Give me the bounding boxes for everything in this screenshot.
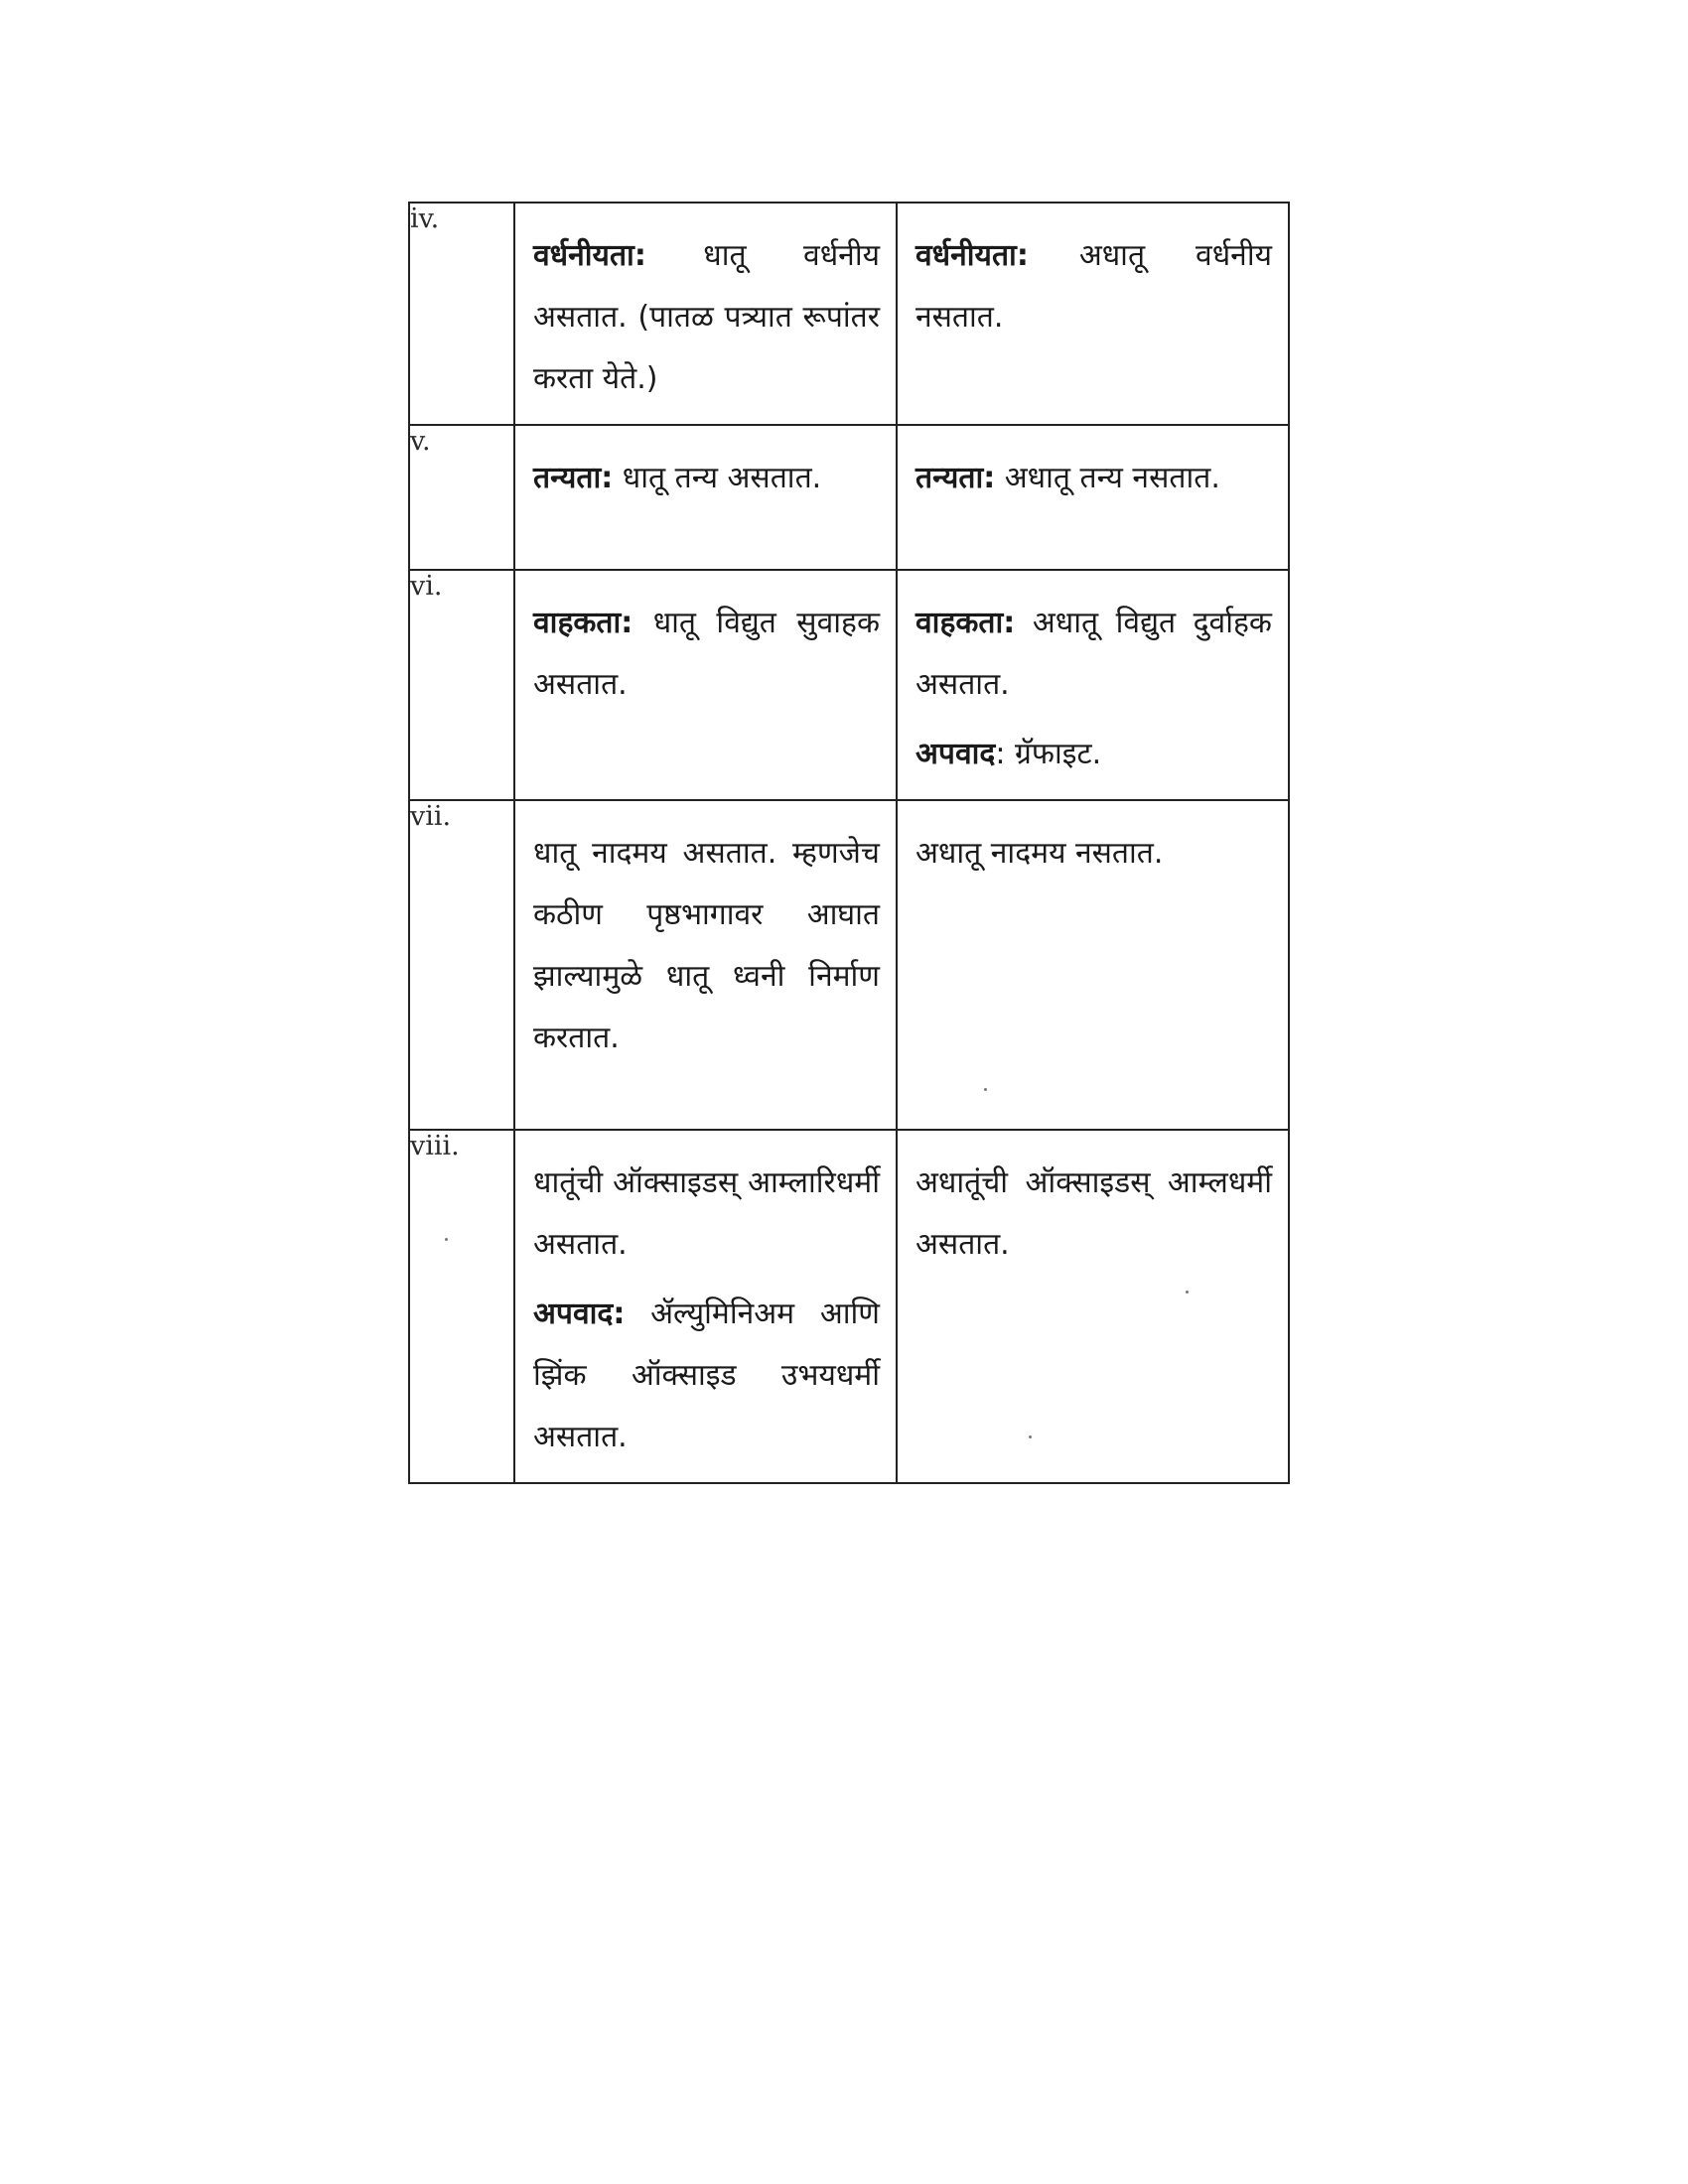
metal-property-cell [514, 800, 897, 1130]
table-row [409, 1130, 1289, 1483]
exception-note [915, 724, 1272, 785]
exception-text: ॲल्युमिनिअम आणि झिंक ऑक्साइड उभयधर्मी असतात. [533, 1297, 880, 1454]
property-term: वाहकता: [915, 606, 1016, 640]
metal-property-cell [514, 425, 897, 570]
property-term: वर्धनीयता: [533, 238, 646, 273]
nonmetal-property-cell [897, 203, 1289, 425]
metal-property-cell [514, 1130, 897, 1483]
metal-property-cell [514, 203, 897, 425]
scan-speck [1029, 1435, 1032, 1438]
row-number: viii. [409, 1130, 514, 1483]
table-row [409, 425, 1289, 570]
row-number: vii. [409, 800, 514, 1130]
property-term: तन्यता: [533, 461, 614, 495]
exception-note [533, 1284, 880, 1468]
exception-text: : ग्रॅफाइट. [995, 737, 1102, 771]
scan-speck [984, 1088, 987, 1091]
row-number: vi. [409, 570, 514, 800]
scan-speck [1186, 1291, 1189, 1294]
property-text: अधातू वर्धनीय नसतात. [915, 238, 1272, 335]
nonmetal-property-cell [897, 800, 1289, 1130]
property-text: धातूंची ऑक्साइडस् आम्लारिधर्मी असतात. [533, 1165, 880, 1262]
metal-nonmetal-comparison-table [408, 202, 1290, 1484]
table-row [409, 570, 1289, 800]
table-row [409, 203, 1289, 425]
table-row [409, 800, 1289, 1130]
scan-speck [445, 1238, 448, 1241]
metal-property-cell [514, 570, 897, 800]
property-text: अधातू तन्य नसतात. [1004, 461, 1220, 495]
property-text: अधातू नादमय नसतात. [915, 836, 1164, 871]
property-term: वाहकता: [533, 606, 633, 640]
property-text: धातू नादमय असतात. म्हणजेच कठीण पृष्ठभागावर आघात झाल्यामुळे धातू ध्वनी निर्माण करतात. [533, 836, 880, 1055]
property-text: अधातू विद्युत दुर्वाहक असतात. [915, 606, 1272, 702]
nonmetal-property-cell [897, 1130, 1289, 1483]
nonmetal-property-cell [897, 425, 1289, 570]
property-text: अधातूंची ऑक्साइडस् आम्लधर्मी असतात. [915, 1165, 1272, 1262]
property-text: धातू विद्युत सुवाहक असतात. [533, 606, 880, 702]
property-term: वर्धनीयता: [915, 238, 1029, 273]
property-text: धातू वर्धनीय असतात. (पातळ पत्र्यात रूपांतर करता येते.) [533, 238, 880, 396]
exception-term: अपवाद: [533, 1297, 626, 1331]
row-number: iv. [409, 203, 514, 425]
property-text: धातू तन्य असतात. [622, 461, 822, 495]
exception-term: अपवाद [915, 737, 996, 771]
row-number: v. [409, 425, 514, 570]
property-term: तन्यता: [915, 461, 996, 495]
nonmetal-property-cell [897, 570, 1289, 800]
